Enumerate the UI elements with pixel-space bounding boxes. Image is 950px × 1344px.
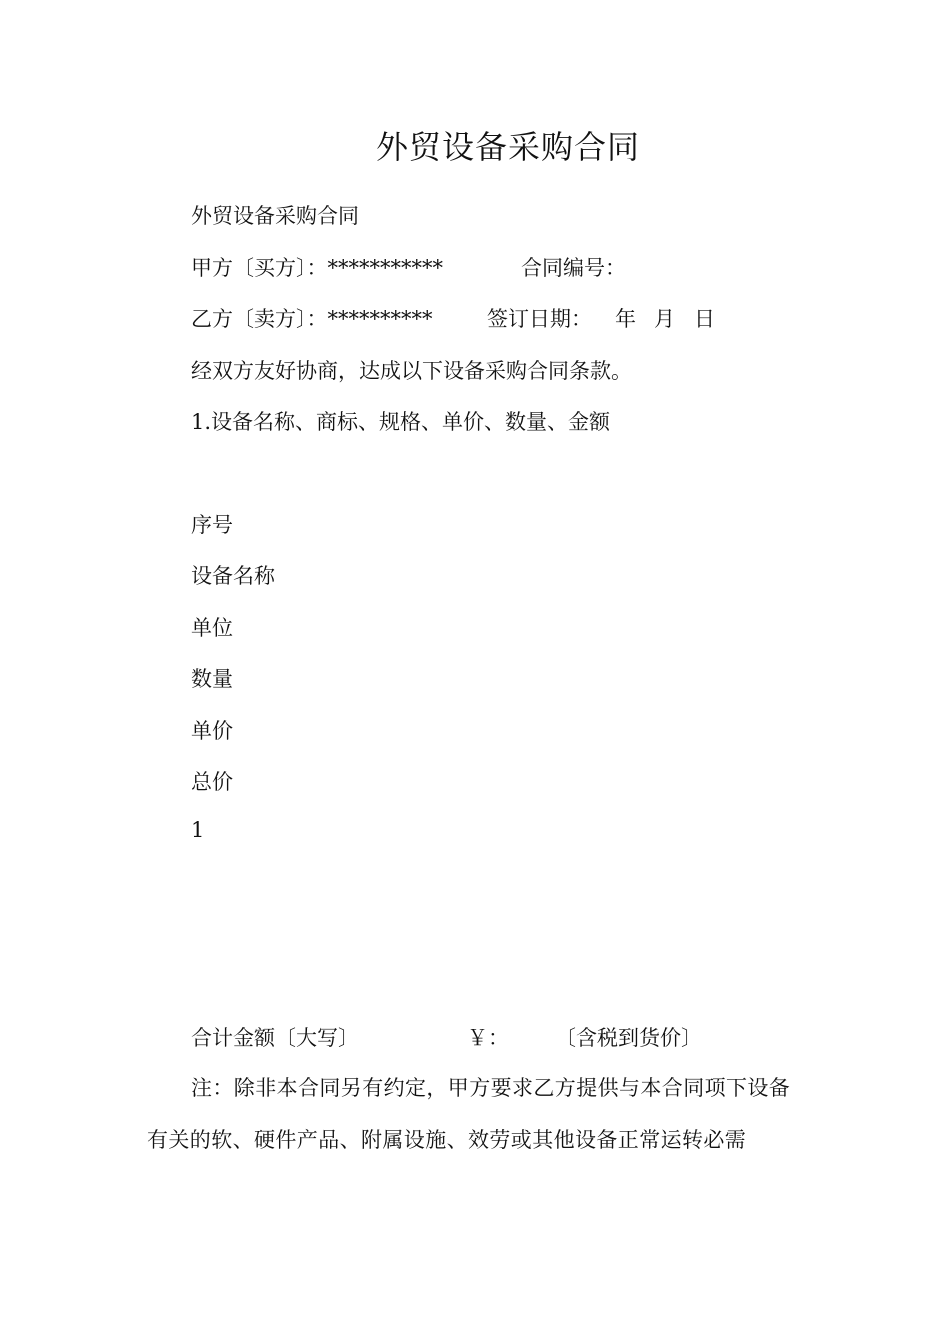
document-subtitle: 外贸设备采购合同	[191, 204, 359, 228]
note-paragraph: 注：除非本合同另有约定，甲方要求乙方提供与本合同项下设备有关的软、硬件产品、附属设施、效劳或其他设备正常运转必需	[147, 1076, 791, 1152]
table-header-quantity: 数量	[191, 667, 233, 691]
intro-line: 经双方友好协商，达成以下设备采购合同条款。	[191, 359, 632, 383]
sign-date-label: 签订日期：	[487, 307, 592, 331]
tax-included-note: 〔含税到货价〕	[555, 1026, 702, 1050]
table-header-total-price: 总价	[191, 770, 233, 794]
party-a-line: 甲方〔买方〕：***********	[191, 256, 443, 280]
party-b-line: 乙方〔卖方〕：**********	[191, 307, 433, 331]
date-day: 日	[694, 307, 715, 331]
total-amount-label: 合计金额〔大写〕	[191, 1026, 359, 1050]
date-month: 月	[654, 307, 675, 331]
yen-amount-label: ￥：	[467, 1026, 509, 1050]
date-year: 年	[615, 307, 636, 331]
table-header-index: 序号	[191, 513, 233, 537]
contract-number-label: 合同编号：	[521, 256, 626, 280]
table-header-unit: 单位	[191, 616, 233, 640]
table-header-equipment-name: 设备名称	[191, 564, 275, 588]
table-row-index: 1	[191, 818, 205, 842]
document-title: 外贸设备采购合同	[375, 128, 640, 166]
table-header-unit-price: 单价	[191, 719, 233, 743]
clause-1-heading: 1.设备名称、商标、规格、单价、数量、金额	[191, 410, 611, 434]
